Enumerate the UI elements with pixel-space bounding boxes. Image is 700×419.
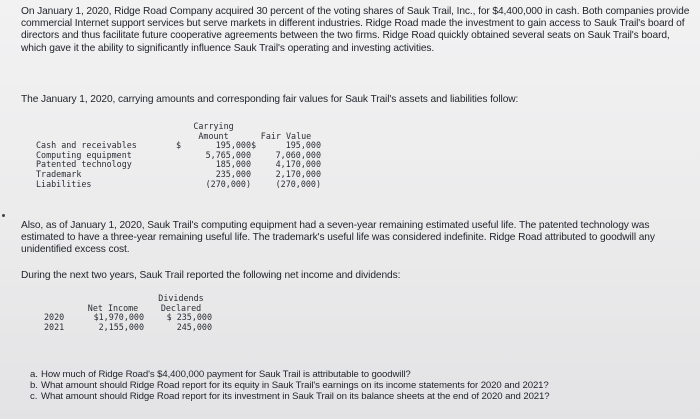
assets-table-header-row [36,122,321,141]
fair-value: 7,060,000 [275,149,321,160]
carrying-value: 195,000 [215,140,251,151]
question-text: What amount should Ridge Road report for its investment in Sauk Trail on its balance sheets at the end of 2020 and 2021? [41,391,550,402]
dividends-value: $ 235,000 [166,312,212,323]
fair-value-header: Fair Value [260,130,312,141]
carrying-value: (270,000) [205,178,251,189]
question-c [30,391,550,402]
carrying-value: 235,000 [215,168,251,179]
row-label: Patented technology [36,159,132,170]
fair-value-intro: The January 1, 2020, carrying amounts and corresponding fair values for Sauk Trail's assets and liabilities follow: [21,94,519,105]
income-intro: During the next two years, Sauk Trail reported the following net income and dividends: [21,270,401,281]
row-label: Trademark [36,168,82,179]
net-income-value: $1,970,000 [93,312,144,323]
question-text: How much of Ridge Road's $4,400,000 payment for Sauk Trail is attributable to goodwill? [41,369,411,380]
carrying-value: 185,000 [215,159,251,170]
income-table-header-row [44,294,212,313]
question-a [30,369,411,380]
year-cell: 2020 [44,312,65,323]
year-cell: 2021 [44,321,65,332]
fair-value: 4,170,000 [275,159,321,170]
assets-liabilities-table [36,122,321,189]
carrying-value: 5,765,000 [205,149,251,160]
currency-symbol: $ [251,140,257,151]
useful-life-paragraph: Also, as of January 1, 2020, Sauk Trail's computing equipment had a seven-year remaining estimated useful life. The patented technology was estimated to have a three-year remaining useful life. The trademark's useful life was considered indefinite. Ridge Road attributed to goodwill any unidentified excess cost. [21,220,655,256]
net-income-value: 2,155,000 [98,321,144,332]
question-letter: c. [30,391,38,402]
row-label: Liabilities [36,178,92,189]
page-edge-mark [2,214,5,217]
table-row [36,180,321,190]
net-income-header: Net Income [87,302,139,313]
dividends-header: Dividends Declared [158,293,204,313]
row-label: Cash and receivables [36,140,137,151]
dividends-value: 245,000 [176,321,212,332]
question-text: What amount should Ridge Road report for its equity in Sauk Trail's earnings on its income statements for 2020 and 2021? [41,380,549,391]
currency-symbol: $ [176,140,182,151]
intro-paragraph: On January 1, 2020, Ridge Road Company acquired 30 percent of the voting shares of Sauk Trail, Inc., for $4,400,000 in cash. Both companies provide commercial Internet support services but serve markets in different industries. Ridge Road made the investment to gain access to Sauk Trail's board of directors and thus facilitate future cooperative agreements between the two firms. Ridge Road quickly obtained several seats on Sauk Trail's board, which gave it the ability to significantly influence Sauk Trail's operating and investing activities. [21,6,690,54]
fair-value: 195,000 [285,140,321,151]
question-b [30,380,549,391]
carrying-header: Carrying Amount [193,121,234,141]
fair-value: (270,000) [275,178,321,189]
fair-value: 2,170,000 [275,168,321,179]
question-letter: b. [30,380,38,391]
income-dividends-table [44,294,212,332]
question-letter: a. [30,369,38,380]
table-row [44,323,212,333]
row-label: Computing equipment [36,149,132,160]
